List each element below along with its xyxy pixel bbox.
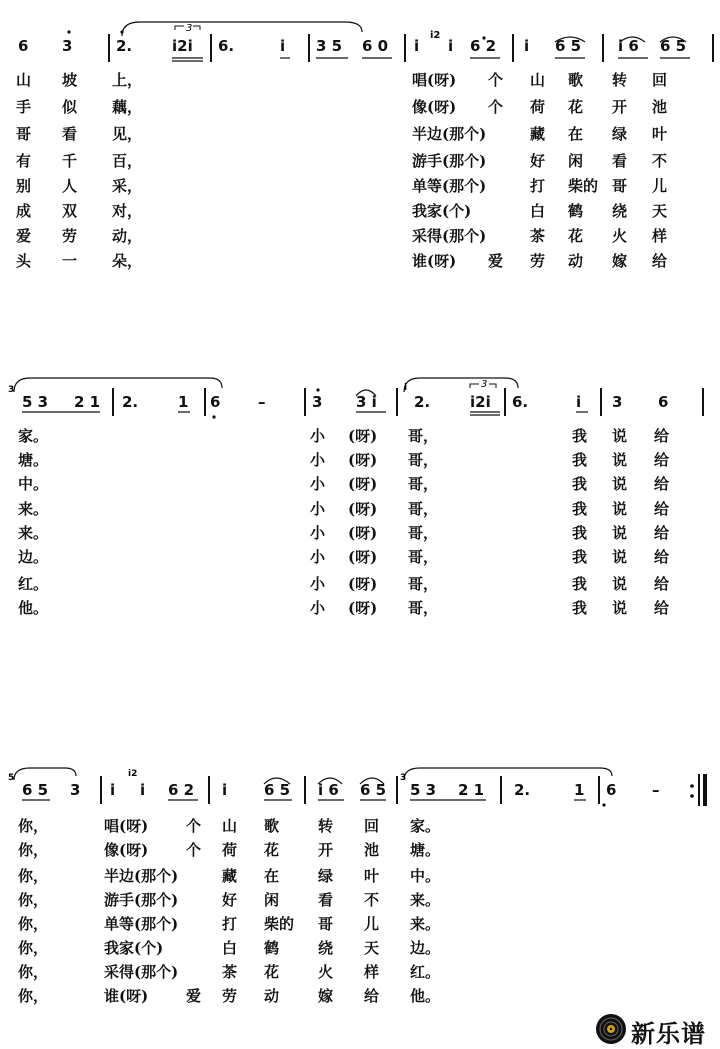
bar-line — [204, 388, 206, 416]
note: 3 i — [356, 393, 377, 411]
note: i2i — [470, 393, 491, 411]
lyric: 叶 — [364, 867, 380, 885]
lyric: 哥， — [408, 575, 439, 593]
lyric: (呀) — [348, 500, 378, 518]
lyric: 火 — [318, 963, 334, 981]
lyric: 天 — [364, 939, 380, 957]
note: 1 — [178, 393, 189, 411]
note: i — [414, 37, 420, 55]
lyric: 他。 — [410, 987, 441, 1005]
lyric: 个 — [186, 817, 202, 835]
lyric: 在 — [264, 867, 280, 885]
lyric: 小 — [310, 475, 326, 493]
lyric: 给 — [654, 575, 670, 593]
lyric: 看 — [612, 152, 628, 170]
note: 3 5 — [316, 37, 343, 55]
lyric: 好 — [222, 891, 238, 909]
lyric: 回 — [652, 71, 668, 89]
octave-dot — [120, 30, 123, 33]
lyric: 山 — [222, 817, 238, 835]
lyric: 边。 — [410, 939, 441, 957]
lyric: 中。 — [410, 867, 441, 885]
lyric-row — [0, 890, 720, 915]
lyric: 歌 — [568, 71, 584, 89]
lyric: 看 — [318, 891, 334, 909]
lyric: 家。 — [410, 817, 441, 835]
lyric: 头 — [16, 252, 32, 270]
note: 6 — [658, 393, 669, 411]
lyric-row — [0, 226, 720, 251]
lyric: 给 — [654, 599, 670, 617]
lyric: 唱(呀) — [412, 71, 457, 89]
bar-line — [108, 34, 110, 62]
lyric: 来。 — [18, 500, 49, 518]
lyric: 谁(呀) — [412, 252, 457, 270]
slur — [404, 768, 612, 780]
lyric: 我 — [572, 451, 588, 469]
note: – — [652, 781, 660, 799]
lyric-row — [0, 176, 720, 201]
note: 2. — [116, 37, 133, 55]
lyric: 儿 — [652, 177, 668, 195]
lyric: 似 — [62, 98, 78, 116]
lyric: 哥， — [408, 524, 439, 542]
lyric: 绿 — [612, 125, 628, 143]
bar-line — [602, 34, 604, 62]
lyric: 鹤 — [568, 202, 584, 220]
lyric-row — [0, 574, 720, 599]
lyric-row — [0, 866, 720, 891]
lyric: 不 — [364, 891, 380, 909]
lyric: (呀) — [348, 475, 378, 493]
lyric: 动， — [112, 227, 143, 245]
lyric: 个 — [186, 841, 202, 859]
lyric: 给 — [654, 524, 670, 542]
lyric: 看 — [62, 125, 78, 143]
lyric: 小 — [310, 524, 326, 542]
lyric: 坡 — [62, 71, 78, 89]
lyric: 小 — [310, 500, 326, 518]
lyric: 给 — [654, 548, 670, 566]
note: 6 — [210, 393, 221, 411]
lyric: 天 — [652, 202, 668, 220]
lyric: 哥， — [408, 548, 439, 566]
note: 5 3 — [410, 781, 437, 799]
lyric: 哥 — [16, 125, 32, 143]
lyric: 山 — [530, 71, 546, 89]
lyric: 哥， — [408, 475, 439, 493]
lyric: 火 — [612, 227, 628, 245]
lyric: 塘。 — [18, 451, 49, 469]
lyric: 采， — [112, 177, 143, 195]
note: 2 1 — [74, 393, 101, 411]
lyric: 我 — [572, 475, 588, 493]
lyric: 说 — [612, 475, 628, 493]
final-bar-line — [703, 774, 707, 806]
lyric: 闲 — [568, 152, 584, 170]
slur — [14, 768, 76, 780]
lyric: 塘。 — [410, 841, 441, 859]
lyric: 你， — [18, 963, 49, 981]
note: 3 — [312, 393, 323, 411]
lyric: 单等(那个) — [104, 915, 179, 933]
lyric: 红。 — [18, 575, 49, 593]
lyric: 花 — [264, 841, 280, 859]
lyric: 给 — [654, 427, 670, 445]
lyric: 红。 — [410, 963, 441, 981]
lyric: 对， — [112, 202, 143, 220]
lyric: 池 — [364, 841, 380, 859]
slur — [122, 22, 362, 36]
lyric: (呀) — [348, 524, 378, 542]
note: 3 — [612, 393, 623, 411]
lyric: 爱 — [16, 227, 32, 245]
lyric: 给 — [654, 475, 670, 493]
lyric: 见， — [112, 125, 143, 143]
note: i — [448, 37, 454, 55]
octave-dot — [602, 803, 605, 806]
note: 6 2 — [168, 781, 195, 799]
lyric: 花 — [568, 98, 584, 116]
bar-line — [308, 34, 310, 62]
lyric-row — [0, 523, 720, 548]
lyric: 爱 — [186, 987, 202, 1005]
lyric: 游手(那个) — [104, 891, 179, 909]
lyric: 好 — [530, 152, 546, 170]
logo-text: 新乐谱 — [631, 1020, 706, 1048]
lyric: 花 — [568, 227, 584, 245]
triplet-mark: 3 — [481, 379, 488, 390]
lyric: 闲 — [264, 891, 280, 909]
lyric: 说 — [612, 427, 628, 445]
lyric: 白 — [530, 202, 546, 220]
lyric: 我 — [572, 500, 588, 518]
note: i 6 — [618, 37, 639, 55]
lyric: 茶 — [530, 227, 546, 245]
lyric: 百， — [112, 152, 143, 170]
lyric: 中。 — [18, 475, 49, 493]
lyric: 你， — [18, 841, 49, 859]
grace-note: 3 — [400, 773, 407, 783]
note: 6 — [606, 781, 617, 799]
note: i — [222, 781, 228, 799]
bar-line — [404, 34, 406, 62]
bar-line — [112, 388, 114, 416]
note: 6. — [218, 37, 235, 55]
lyric-row — [0, 251, 720, 276]
lyric: 我 — [572, 548, 588, 566]
lyric: 嫁 — [612, 252, 628, 270]
note: 3 — [70, 781, 81, 799]
site-logo[interactable] — [595, 1012, 720, 1046]
lyric: 我 — [572, 575, 588, 593]
lyric: 荷 — [222, 841, 238, 859]
lyric: 说 — [612, 524, 628, 542]
lyric: 绿 — [318, 867, 334, 885]
bar-line — [210, 34, 212, 62]
lyric: 哥 — [612, 177, 628, 195]
lyric: 说 — [612, 599, 628, 617]
lyric: 别 — [16, 177, 32, 195]
bar-line — [396, 388, 398, 416]
lyric: 你， — [18, 939, 49, 957]
note: i2i — [172, 37, 193, 55]
lyric: 开 — [612, 98, 628, 116]
lyric: 在 — [568, 125, 584, 143]
lyric: 像(呀) — [412, 98, 457, 116]
lyric: 嫁 — [318, 987, 334, 1005]
note: 2. — [414, 393, 431, 411]
note: 2 1 — [458, 781, 485, 799]
note: 6. — [512, 393, 529, 411]
lyric: 边。 — [18, 548, 49, 566]
lyric: 动 — [264, 987, 280, 1005]
lyric: 动 — [568, 252, 584, 270]
lyric: 小 — [310, 548, 326, 566]
lyric: 你， — [18, 891, 49, 909]
lyric: 样 — [364, 963, 380, 981]
note: 2. — [514, 781, 531, 799]
note: – — [258, 393, 266, 411]
note: i — [280, 37, 286, 55]
note: 3 — [62, 37, 73, 55]
lyric: 采得(那个) — [412, 227, 487, 245]
note: 2. — [122, 393, 139, 411]
lyric: 小 — [310, 575, 326, 593]
bar-line — [208, 776, 210, 804]
lyric: 你， — [18, 915, 49, 933]
lyric: 手 — [16, 98, 32, 116]
bar-line — [712, 34, 714, 62]
final-bar-line — [698, 774, 700, 806]
lyric-row — [0, 938, 720, 963]
lyric: 你， — [18, 987, 49, 1005]
lyric: 个 — [488, 98, 504, 116]
lyric-row — [0, 816, 720, 841]
bar-line — [702, 388, 704, 416]
lyric: 一 — [62, 252, 78, 270]
lyric: 说 — [612, 451, 628, 469]
lyric: 来。 — [410, 915, 441, 933]
note: i — [140, 781, 146, 799]
lyric: 家。 — [18, 427, 49, 445]
lyric: 给 — [654, 451, 670, 469]
system-1-notation — [0, 18, 720, 66]
note: 6 5 — [264, 781, 291, 799]
lyric: 叶 — [652, 125, 668, 143]
lyric: 样 — [652, 227, 668, 245]
lyric: 我家(个) — [412, 202, 472, 220]
lyric: 我 — [572, 524, 588, 542]
lyric: 游手(那个) — [412, 152, 487, 170]
lyric-row — [0, 151, 720, 176]
octave-dot — [212, 415, 215, 418]
lyric-row — [0, 914, 720, 939]
repeat-dot — [690, 784, 694, 788]
lyric: 儿 — [364, 915, 380, 933]
grace-note: i2 — [128, 769, 138, 779]
lyric: 打 — [530, 177, 546, 195]
lyric: 小 — [310, 427, 326, 445]
note: 5 3 — [22, 393, 49, 411]
lyric: 爱 — [488, 252, 504, 270]
lyric: 来。 — [410, 891, 441, 909]
lyric: 花 — [264, 963, 280, 981]
lyric: 劳 — [222, 987, 238, 1005]
slur — [14, 378, 222, 392]
lyric-row — [0, 840, 720, 865]
lyric: 转 — [612, 71, 628, 89]
lyric: (呀) — [348, 575, 378, 593]
lyric: 给 — [654, 500, 670, 518]
lyric: 劳 — [62, 227, 78, 245]
lyric: 个 — [488, 71, 504, 89]
lyric: 转 — [318, 817, 334, 835]
bar-line — [598, 776, 600, 804]
bar-line — [504, 388, 506, 416]
bar-line — [500, 776, 502, 804]
lyric: (呀) — [348, 451, 378, 469]
lyric: 小 — [310, 599, 326, 617]
lyric: 柴的 — [264, 915, 295, 933]
lyric: 劳 — [530, 252, 546, 270]
note: i — [524, 37, 530, 55]
note: 6 5 — [360, 781, 387, 799]
lyric-row — [0, 598, 720, 623]
note: 1 — [574, 781, 585, 799]
lyric: 给 — [364, 987, 380, 1005]
bar-line — [100, 776, 102, 804]
lyric: 半边(那个) — [412, 125, 487, 143]
lyric: 采得(那个) — [104, 963, 179, 981]
lyric: 绕 — [612, 202, 628, 220]
lyric: 柴的 — [568, 177, 599, 195]
lyric-row — [0, 124, 720, 149]
lyric: 说 — [612, 575, 628, 593]
bar-line — [512, 34, 514, 62]
lyric: 给 — [652, 252, 668, 270]
lyric-row — [0, 426, 720, 451]
lyric-row — [0, 97, 720, 122]
lyric: 朵， — [112, 252, 143, 270]
lyric: 白 — [222, 939, 238, 957]
lyric: 哥， — [408, 500, 439, 518]
bar-line — [304, 388, 306, 416]
grace-note: i — [404, 383, 408, 393]
lyric: 上， — [112, 71, 143, 89]
grace-note: 5 — [8, 773, 15, 783]
lyric: 人 — [62, 177, 78, 195]
lyric: 茶 — [222, 963, 238, 981]
bar-line — [600, 388, 602, 416]
lyric: 我家(个) — [104, 939, 164, 957]
lyric: 有 — [16, 152, 32, 170]
lyric: 山 — [16, 71, 32, 89]
lyric: 半边(那个) — [104, 867, 179, 885]
lyric: 哥， — [408, 599, 439, 617]
lyric: 哥， — [408, 451, 439, 469]
note: i — [110, 781, 116, 799]
note: i 6 — [318, 781, 339, 799]
lyric: 池 — [652, 98, 668, 116]
bar-line — [304, 776, 306, 804]
lyric: 不 — [652, 152, 668, 170]
lyric: 哥 — [318, 915, 334, 933]
lyric: (呀) — [348, 599, 378, 617]
lyric: 哥， — [408, 427, 439, 445]
lyric: 藏 — [530, 125, 546, 143]
lyric-row — [0, 962, 720, 987]
bar-line — [396, 776, 398, 804]
note: i — [576, 393, 582, 411]
lyric: 小 — [310, 451, 326, 469]
lyric: 谁(呀) — [104, 987, 149, 1005]
lyric: 单等(那个) — [412, 177, 487, 195]
octave-dot — [67, 30, 70, 33]
lyric: 千 — [62, 152, 78, 170]
lyric: 像(呀) — [104, 841, 149, 859]
note: 6 0 — [362, 37, 389, 55]
lyric-row — [0, 986, 720, 1011]
lyric: 双 — [62, 202, 78, 220]
record-disc-icon — [595, 1013, 627, 1045]
lyric-row — [0, 547, 720, 572]
lyric: 说 — [612, 500, 628, 518]
note: 6 2 — [470, 37, 497, 55]
lyric: 来。 — [18, 524, 49, 542]
note: 6 5 — [22, 781, 49, 799]
note: 6 5 — [555, 37, 582, 55]
note: 6 — [18, 37, 29, 55]
lyric-row — [0, 450, 720, 475]
lyric: (呀) — [348, 548, 378, 566]
lyric-row — [0, 499, 720, 524]
lyric-row — [0, 70, 720, 95]
lyric: 我 — [572, 427, 588, 445]
grace-note: 3 — [8, 385, 15, 395]
lyric: 鹤 — [264, 939, 280, 957]
triplet-mark: 3 — [186, 23, 193, 34]
lyric: 藏 — [222, 867, 238, 885]
lyric: 你， — [18, 867, 49, 885]
note: 6 5 — [660, 37, 687, 55]
lyric: 藕， — [112, 98, 143, 116]
lyric: 成 — [16, 202, 32, 220]
slur — [404, 378, 518, 392]
lyric: 我 — [572, 599, 588, 617]
repeat-dot — [690, 794, 694, 798]
lyric: 开 — [318, 841, 334, 859]
lyric: 他。 — [18, 599, 49, 617]
lyric: (呀) — [348, 427, 378, 445]
lyric-row — [0, 201, 720, 226]
lyric-row — [0, 474, 720, 499]
lyric: 绕 — [318, 939, 334, 957]
lyric: 你， — [18, 817, 49, 835]
lyric: 歌 — [264, 817, 280, 835]
lyric: 荷 — [530, 98, 546, 116]
lyric: 唱(呀) — [104, 817, 149, 835]
grace-note: i2 — [430, 30, 441, 41]
lyric: 打 — [222, 915, 238, 933]
lyric: 回 — [364, 817, 380, 835]
lyric: 说 — [612, 548, 628, 566]
